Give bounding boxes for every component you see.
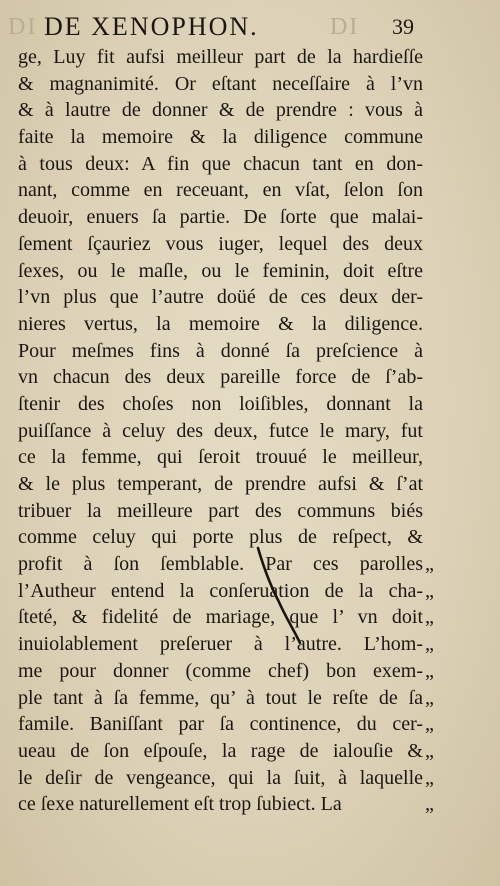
quotation-mark: „ [425, 579, 434, 602]
text-line: profit à ſon ſemblable. Par ces parolles [18, 553, 423, 576]
text-line: tribuer la meilleure part des communs biés [18, 499, 423, 522]
text-line: deuoir, enuers ſa partie. De ſorte que malai- [18, 206, 423, 229]
text-line: nant, comme en receuant, en vſat, ſelon ſon [18, 179, 423, 202]
quotation-mark [425, 311, 465, 338]
text-line: ce ſexe naturellement eſt trop ſubiect. La [18, 793, 342, 816]
text-line: ple tant à ſa femme, qu’ à tout le reſte de ſa [18, 686, 423, 709]
text-line: ce la femme, qui ſeroit trouué le meilleur, [18, 446, 423, 469]
text-line: vn chacun des deux pareille force de ſ’ab- [18, 366, 423, 389]
text-line: ge, Luy fit aufsi meilleur part de la hardieſſe [18, 46, 423, 68]
text-line: comme celuy qui porte plus de reſpect, & [18, 526, 423, 549]
text-line: ueau de ſon eſpouſe, la rage de ialouſie & [18, 739, 423, 762]
quotation-mark [425, 177, 465, 204]
text-line: l’vn plus que l’autre doüé de ces deux der- [18, 286, 423, 309]
text-line: ſteté, & fidelité de mariage, que l’ vn doit [18, 606, 423, 629]
quotation-mark: „ [425, 713, 434, 736]
running-title: DE XENOPHON. [44, 12, 259, 41]
quotation-mark: „ [425, 553, 434, 576]
text-line: le deſir de vengeance, qui la ſuit, à laquelle [18, 766, 423, 789]
page-header [0, 10, 500, 44]
quotation-mark: „ [425, 793, 434, 816]
quotation-mark [425, 97, 465, 124]
quotation-mark [425, 471, 465, 498]
quotation-mark [425, 124, 465, 151]
body-text [18, 44, 423, 818]
page-number: 39 [392, 14, 414, 39]
text-line: ſexes, ou le maſle, ou le feminin, doit eſtre [18, 259, 423, 282]
quotation-mark: „ [425, 606, 434, 629]
quotation-mark: „ [425, 766, 434, 789]
quotation-mark: „ [425, 659, 434, 682]
quotation-mark [425, 44, 465, 71]
text-line: Pour meſmes fins à donné ſa preſcience à [18, 339, 423, 362]
text-line: & le plus temperant, de prendre aufsi & ſ’at [18, 473, 423, 495]
quotation-mark [425, 71, 465, 98]
quotation-mark [425, 418, 465, 445]
text-line: à tous deux: A fin que chacun tant en don- [18, 152, 423, 175]
quotation-mark: „ [425, 739, 434, 762]
quotation-mark [425, 204, 465, 231]
text-line: & à lautre de donner & de prendre : vous à [18, 99, 423, 122]
quotation-mark [425, 524, 465, 551]
text-line: nieres vertus, la memoire & la diligence. [18, 312, 423, 335]
bleed-through-text-left: DI [8, 14, 38, 40]
text-line: inuiolablement preſeruer à l’autre. L’hom- [18, 633, 423, 656]
quotation-mark [425, 231, 465, 258]
text-line: faite la memoire & la diligence commune [18, 126, 423, 149]
text-line: me pour donner (comme chef) bon exem- [18, 659, 423, 682]
quotation-mark [425, 151, 465, 178]
quotation-mark [425, 498, 465, 525]
bleed-through-text-right: DI [330, 14, 360, 40]
text-line: famile. Baniſſant par ſa continence, du cer- [18, 713, 423, 736]
text-line: & magnanimité. Or eſtant neceſſaire à l’vn [18, 72, 423, 95]
quotation-mark [425, 258, 465, 285]
quotation-mark [425, 444, 465, 471]
text-line: ſement ſçauriez vous iuger, lequel des deux [18, 232, 423, 255]
quotation-mark [425, 284, 465, 311]
text-line: puiſſance à celuy des deux, futce le mary, fut [18, 419, 423, 442]
quotation-marks-column [425, 44, 465, 818]
text-line: l’Autheur entend la conſeruation de la cha- [18, 579, 423, 602]
quotation-mark [425, 391, 465, 418]
text-line: ſtenir des choſes non loiſibles, donnant la [18, 392, 423, 415]
quotation-mark [425, 364, 465, 391]
quotation-mark: „ [425, 633, 434, 656]
quotation-mark [425, 338, 465, 365]
quotation-mark: „ [425, 686, 434, 709]
